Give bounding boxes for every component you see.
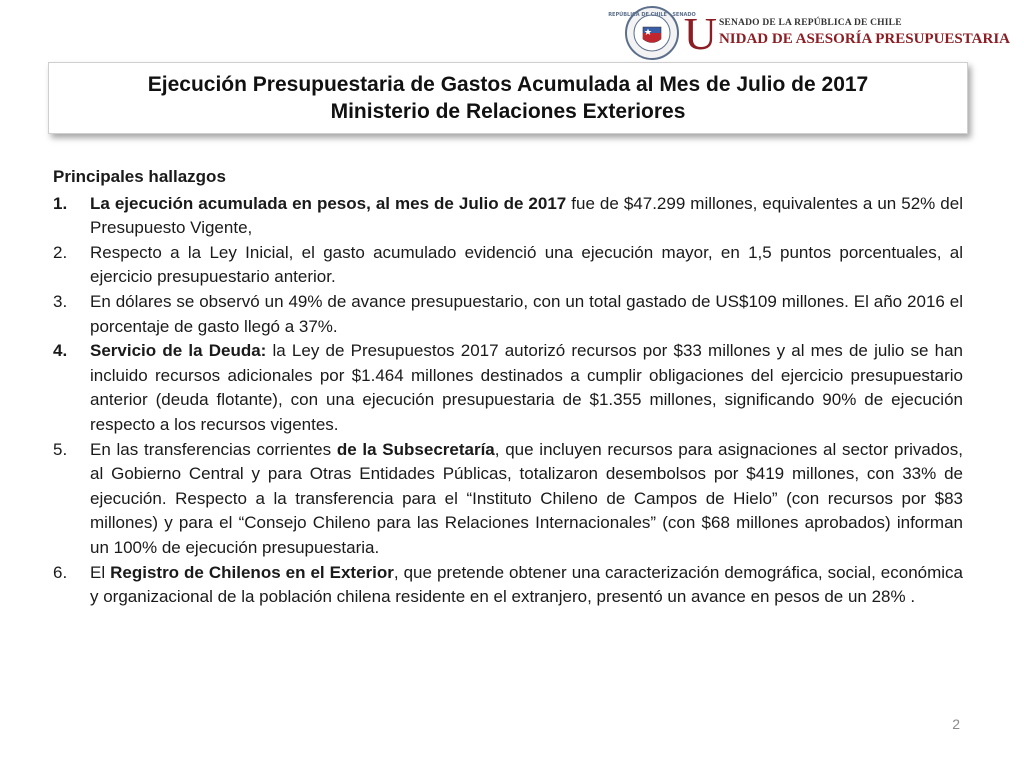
finding-body: , que pretende obtener una caracterización demográfica, social, económica y organizacional de la población chilena residente en el extranjero, presentó un avance en pesos de un 28% . bbox=[90, 562, 963, 607]
finding-body: , que incluyen recursos para asignaciones al sector privados, al Gobierno Central y para Otras Entidades Públicas, totalizaron desembolsos por $419 millones, con 33% de ejecución. Respecto a la transferencia para el “Instituto Chileno de Campos de Hielo” (con recursos por $83 millones) y para el “Consejo Chileno para las Relaciones Internacionales” (con $68 millones aprobados) informan un 100% de ejecución presupuestaria. bbox=[90, 439, 963, 557]
finding-number: 6. bbox=[53, 562, 68, 582]
logo-letter: U bbox=[683, 8, 717, 59]
finding-bold: de la Subsecretaría bbox=[336, 439, 495, 459]
finding-item-6 bbox=[53, 561, 963, 610]
finding-item-2 bbox=[53, 241, 963, 290]
findings-heading: Principales hallazgos bbox=[53, 167, 226, 186]
finding-item-1 bbox=[53, 192, 963, 241]
senate-logo bbox=[607, 4, 1010, 62]
finding-text bbox=[90, 438, 963, 561]
logo-unit-name: NIDAD DE ASESORÍA PRESUPUESTARIA bbox=[718, 31, 1010, 47]
finding-number: 5. bbox=[53, 439, 68, 459]
finding-body: fue de $47.299 millones, equivalentes a un 52% del Presupuesto Vigente, bbox=[90, 193, 963, 238]
finding-item-5 bbox=[53, 438, 963, 561]
page-number: 2 bbox=[952, 716, 960, 732]
finding-bold: La ejecución acumulada en pesos, al mes de Julio de 2017 bbox=[90, 193, 567, 213]
finding-bold: Servicio de la Deuda: bbox=[90, 341, 267, 361]
finding-number: 4. bbox=[53, 341, 68, 361]
finding-text bbox=[90, 561, 963, 610]
findings-content bbox=[53, 165, 963, 610]
seal-text: REPÚBLICA DE CHILE · SENADO bbox=[607, 12, 696, 18]
title-box bbox=[48, 62, 968, 134]
finding-body: la Ley de Presupuestos 2017 autorizó recursos por $33 millones y al mes de julio se han incluido recursos adicionales por $1.464 millones destinados a cumplir obligaciones del ejercicio presupuestario anterior (deuda flotante), con una ejecución presupuestaria de $1.355 millones, significando 90% de ejecución respecto a los recursos vigentes. bbox=[90, 341, 963, 434]
finding-number: 1. bbox=[53, 193, 68, 213]
finding-item-3 bbox=[53, 290, 963, 339]
finding-text: En dólares se observó un 49% de avance presupuestario, con un total gastado de US$109 millones. El año 2016 el porcentaje de gasto llegó a 37%. bbox=[90, 291, 963, 336]
finding-item-4 bbox=[53, 339, 963, 437]
title-line-1: Ejecución Presupuestaria de Gastos Acumulada al Mes de Julio de 2017 bbox=[147, 73, 869, 96]
title-line-2: Ministerio de Relaciones Exteriores bbox=[330, 100, 686, 123]
finding-pre: El bbox=[90, 562, 111, 582]
finding-text: Respecto a la Ley Inicial, el gasto acumulado evidenció una ejecución mayor, en 1,5 puntos porcentuales, al ejercicio presupuestario anterior. bbox=[90, 242, 963, 287]
finding-text bbox=[90, 192, 963, 241]
logo-senate-name: SENADO DE LA REPÚBLICA DE CHILE bbox=[718, 18, 902, 28]
senate-seal-icon bbox=[607, 5, 696, 61]
finding-bold: Registro de Chilenos en el Exterior bbox=[110, 562, 394, 582]
logo-text bbox=[719, 18, 1010, 48]
findings-list bbox=[53, 192, 963, 610]
finding-number: 2. bbox=[53, 242, 68, 262]
finding-text bbox=[90, 339, 963, 437]
finding-number: 3. bbox=[53, 291, 68, 311]
finding-pre: En las transferencias corrientes bbox=[90, 439, 337, 459]
